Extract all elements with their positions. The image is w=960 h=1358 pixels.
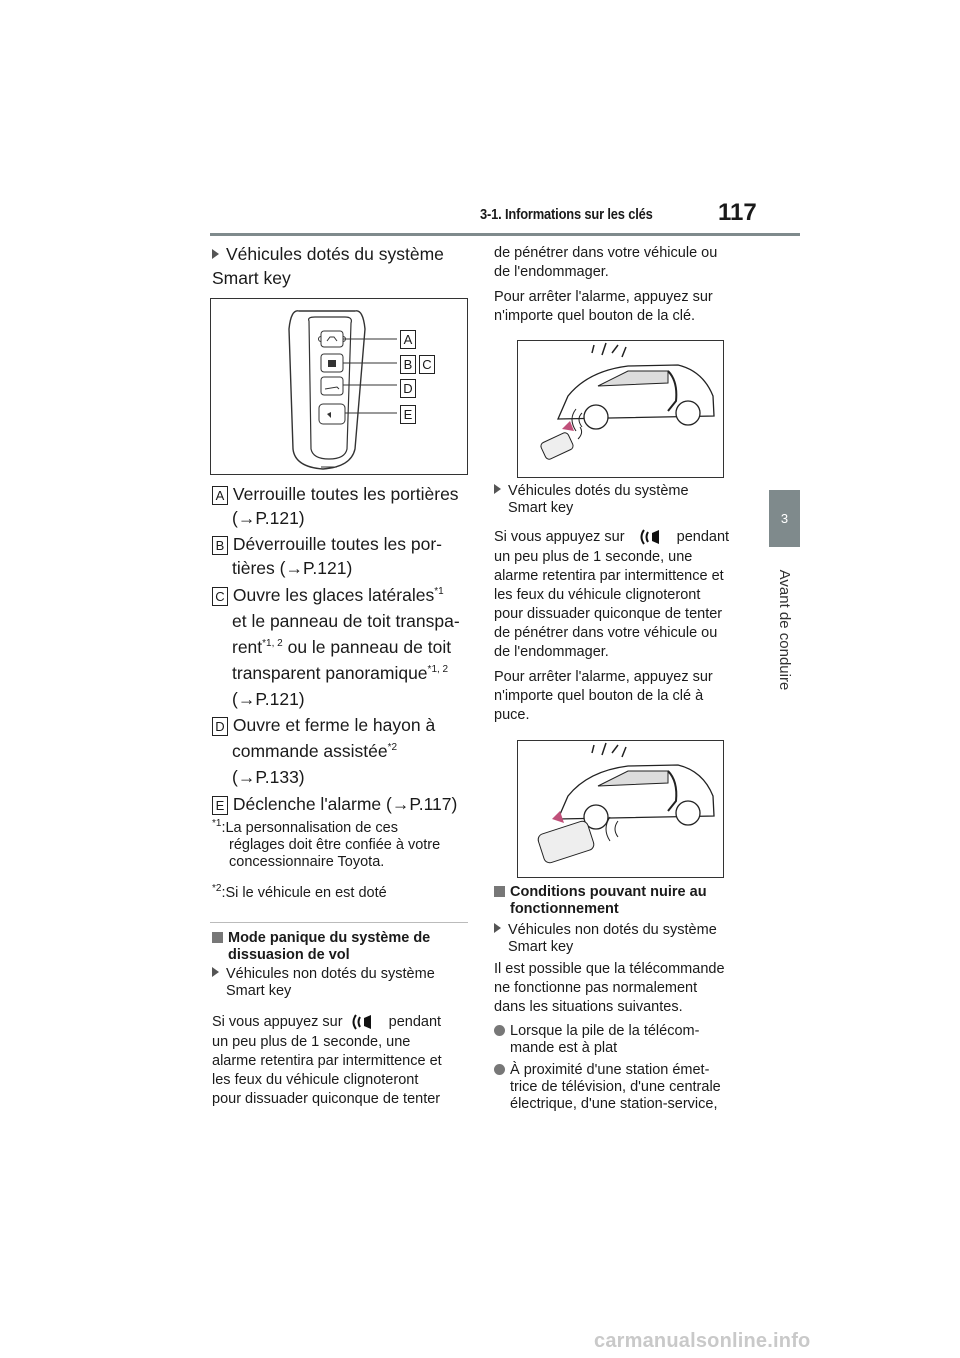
heading-text: Véhicules dotés du système Smart key <box>212 244 444 288</box>
subheading-text: Smart key <box>508 939 574 955</box>
fig-label-e: E <box>400 405 416 424</box>
subheading-text: Véhicules non dotés du système <box>508 922 717 938</box>
item-a <box>212 482 474 530</box>
fig-label-b: B <box>400 355 416 374</box>
heading-text: Conditions pouvant nuire au <box>510 884 707 900</box>
item-text: (→P.121) <box>232 508 305 528</box>
footnote-mark: *2 <box>212 883 222 895</box>
subheading-text: Véhicules dotés du système <box>508 483 689 499</box>
alarm-figure-remote <box>517 340 724 478</box>
heading-text: Mode panique du système de <box>228 930 431 946</box>
item-text: commande assistée <box>232 741 388 761</box>
item-label: A <box>212 486 228 505</box>
para-text: de pénétrer dans votre véhicule ou <box>494 245 718 261</box>
footnote-mark: *1 <box>212 818 222 830</box>
para-text: Pour arrêter l'alarme, appuyez sur <box>494 289 713 305</box>
item-label: B <box>212 536 228 555</box>
bullet-text: mande est à plat <box>510 1040 618 1056</box>
bullet-text: trice de télévision, d'une centrale <box>510 1079 721 1095</box>
panic-button-icon <box>635 526 665 548</box>
footnote-ref: *2 <box>387 742 398 754</box>
bullet-text: électrique, d'une station-service, <box>510 1096 718 1112</box>
subheading-text: Smart key <box>226 983 292 999</box>
para-text: ne fonctionne pas normalement <box>494 980 698 996</box>
bullet-text: À proximité d'une station émet- <box>510 1062 710 1078</box>
arrow-icon <box>494 923 501 933</box>
item-text: rent <box>232 637 263 657</box>
para-text: dans les situations suivantes. <box>494 999 683 1015</box>
arrow-icon <box>212 967 219 977</box>
para-text: puce. <box>494 707 530 723</box>
subheading-text: Véhicules non dotés du système <box>226 966 435 982</box>
fig-label-a: A <box>400 330 416 349</box>
item-text: Verrouille toutes les portières <box>232 484 459 504</box>
footnote-text: Si le véhicule en est doté <box>225 885 387 901</box>
subheading-smart <box>494 483 754 517</box>
arrow-icon <box>212 249 219 259</box>
item-text: et le panneau de toit transpa- <box>232 611 460 631</box>
item-text: Déclenche l'alarme (→P.117) <box>232 794 458 814</box>
item-b <box>212 532 474 580</box>
para-text: alarme retentira par intermittence et <box>494 568 724 584</box>
para-text: de pénétrer dans votre véhicule ou <box>494 625 718 641</box>
panic-paragraph-left <box>212 1011 474 1109</box>
page-number: 117 <box>718 199 757 226</box>
header-rule <box>210 233 800 236</box>
para-text: pour dissuader quiconque de tenter <box>494 606 723 622</box>
footnote-text: concessionnaire Toyota. <box>229 854 385 870</box>
bullet-dot-icon <box>494 1025 505 1036</box>
item-text: Ouvre les glaces latérales <box>232 585 435 605</box>
para-text: un peu plus de 1 seconde, une <box>212 1034 411 1050</box>
bullet-proximity <box>494 1062 756 1113</box>
item-d <box>212 712 474 790</box>
right-para-5 <box>494 960 756 1017</box>
para-text: pendant <box>388 1013 442 1030</box>
subheading-text: Smart key <box>508 500 574 516</box>
arrow-icon <box>494 484 501 494</box>
item-c <box>212 582 474 712</box>
para-text: les feux du véhicule clignoteront <box>494 587 701 603</box>
section-heading-panic <box>212 930 474 964</box>
right-para-2 <box>494 288 754 326</box>
para-text: alarme retentira par intermittence et <box>212 1053 442 1069</box>
bullet-dot-icon <box>494 1064 505 1075</box>
footnote-ref: *1, 2 <box>427 664 449 676</box>
right-para-1 <box>494 244 754 282</box>
heading-text: fonctionnement <box>510 901 619 917</box>
subheading-non-smart-2 <box>494 922 756 956</box>
fig-label-c: C <box>419 355 435 374</box>
item-text: ou le panneau de toit <box>282 637 452 657</box>
left-heading <box>212 242 472 290</box>
section-title: 3-1. Informations sur les clés <box>480 206 653 223</box>
right-para-3 <box>494 526 756 662</box>
para-text: de l'endommager. <box>494 644 609 660</box>
smart-key-icon <box>211 299 467 474</box>
para-text: un peu plus de 1 seconde, une <box>494 549 693 565</box>
para-text: Il est possible que la télécommande <box>494 961 725 977</box>
heading-text: dissuasion de vol <box>228 947 350 963</box>
para-text: Pour arrêter l'alarme, appuyez sur <box>494 669 713 685</box>
footnote-ref: *1 <box>434 586 444 598</box>
subheading-non-smart <box>212 966 474 1000</box>
para-text: Si vous appuyez sur <box>494 528 625 545</box>
item-label: E <box>212 796 228 815</box>
item-text: (→P.121) <box>232 689 305 709</box>
item-label: D <box>212 717 228 736</box>
alarm-figure-smart-key <box>517 740 724 878</box>
car-alarm-illustration <box>518 741 723 877</box>
para-text: pendant <box>676 528 730 545</box>
square-bullet-icon <box>494 886 505 897</box>
smart-key-figure <box>210 298 468 475</box>
chapter-tab: 3 <box>769 490 800 547</box>
para-text: n'importe quel bouton de la clé. <box>494 308 696 324</box>
bullet-text: Lorsque la pile de la télécom- <box>510 1023 700 1039</box>
section-heading-conditions <box>494 884 756 918</box>
item-label: C <box>212 587 228 606</box>
para-text: pour dissuader quiconque de tenter <box>212 1091 441 1107</box>
item-text: transparent panoramique <box>232 663 428 683</box>
footnote-text: réglages doit être confiée à votre <box>229 837 441 853</box>
item-text: Ouvre et ferme le hayon à <box>232 715 436 735</box>
square-bullet-icon <box>212 932 223 943</box>
footnote-text: La personnalisation de ces <box>225 820 398 836</box>
item-text: tières (→P.121) <box>232 558 353 578</box>
divider <box>210 922 468 923</box>
chapter-label: Avant de conduire <box>775 569 793 691</box>
right-para-4 <box>494 668 756 725</box>
bullet-battery <box>494 1023 756 1057</box>
item-text: (→P.133) <box>232 767 305 787</box>
watermark: carmanualsonline.info <box>594 1330 811 1352</box>
para-text: Si vous appuyez sur <box>212 1013 343 1030</box>
footnote-2: $^{*2}$:Si le véhicule en est doté <box>212 883 387 901</box>
para-text: les feux du véhicule clignoteront <box>212 1072 419 1088</box>
car-alarm-illustration <box>518 341 723 477</box>
fig-label-d: D <box>400 379 416 398</box>
para-text: n'importe quel bouton de la clé à <box>494 688 704 704</box>
footnote-1: $^{*1}$:La personnalisation de ces réglages doit être confiée à votre concessionnaire Toyota. <box>212 818 441 870</box>
item-e <box>212 792 474 816</box>
panic-button-icon <box>347 1011 377 1033</box>
footnote-ref: *1, 2 <box>262 638 283 650</box>
item-text: Déverrouille toutes les por- <box>232 534 442 554</box>
para-text: de l'endommager. <box>494 264 609 280</box>
